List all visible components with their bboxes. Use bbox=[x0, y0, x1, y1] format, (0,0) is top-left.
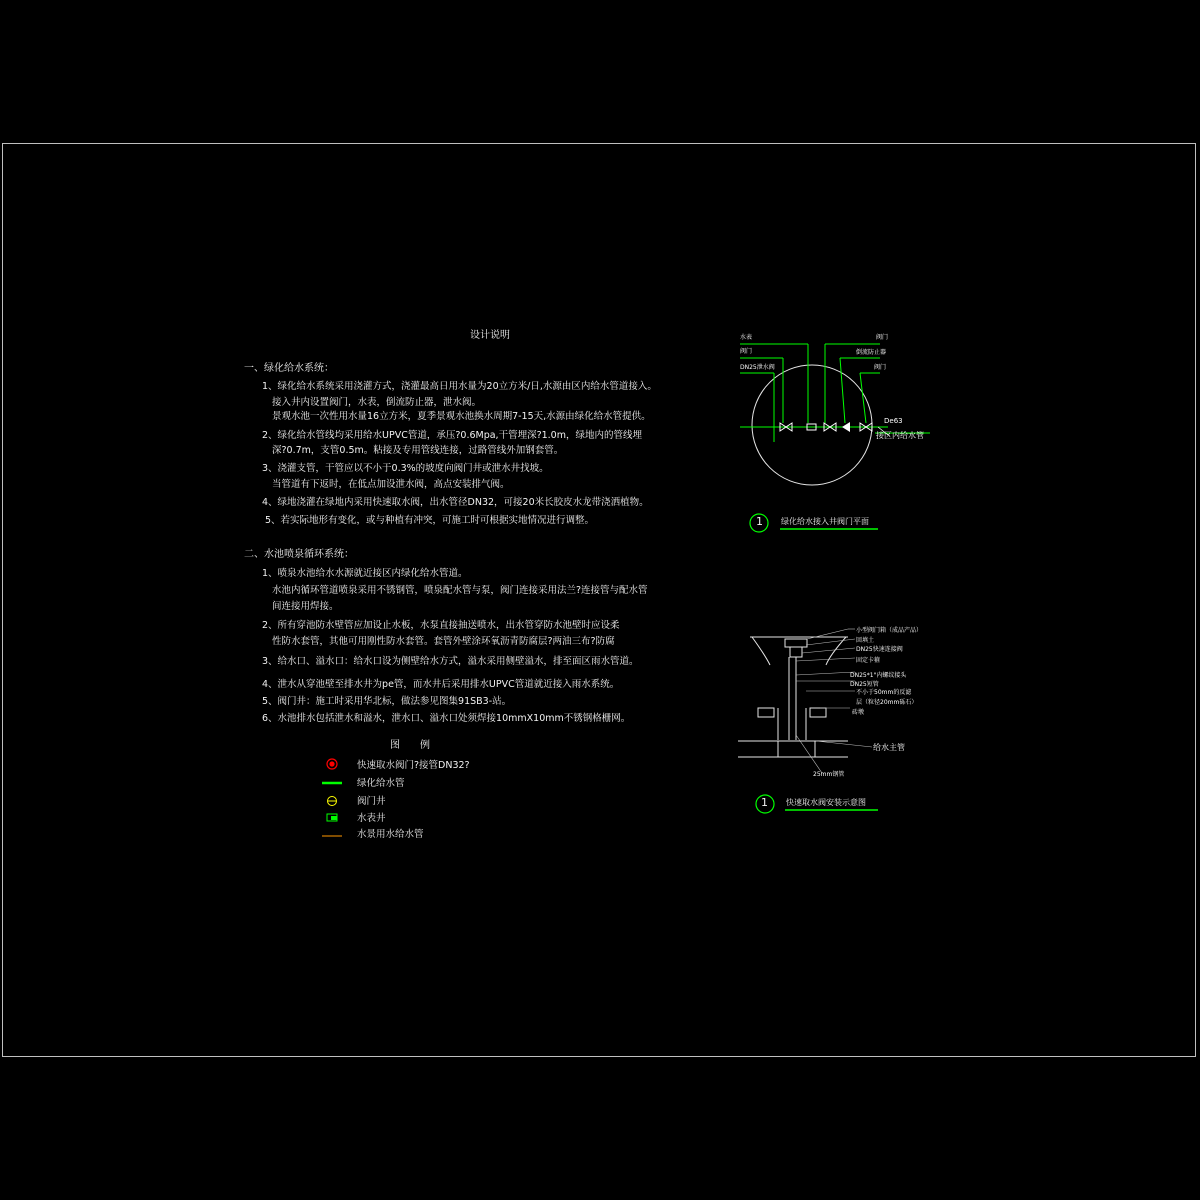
section1-line: 3、浇灌支管，干管应以不小于0.3%的坡度向阀门井或泄水井找坡。 bbox=[262, 463, 549, 474]
detail2-label: DN25*1"内螺纹接头 bbox=[850, 672, 907, 679]
legend-item-label: 阀门井 bbox=[357, 796, 386, 807]
detail1-label: 倒流防止器 bbox=[856, 349, 887, 356]
section1-line: 景观水池一次性用水量16立方米，夏季景观水池换水周期7-15天,水源由绿化给水管提供。 bbox=[272, 411, 651, 422]
detail2-label: 层（粒径20mm砾石） bbox=[856, 699, 918, 706]
valve-well-icon bbox=[328, 797, 337, 806]
legend-title: 图 例 bbox=[390, 740, 430, 751]
detail1-pipe-size: De63 bbox=[884, 417, 903, 425]
valve-well-outline bbox=[752, 365, 872, 485]
section2-line: 2、所有穿池防水壁管应加设止水板，水泵直接抽送喷水，出水管穿防水池壁时应设柔 bbox=[262, 620, 620, 631]
section2-line: 6、水池排水包括泄水和溢水，泄水口、溢水口处须焊接10mmX10mm不锈钢格栅网。 bbox=[262, 713, 631, 724]
valve-box-icon bbox=[785, 639, 807, 647]
section2-heading: 二、水池喷泉循环系统： bbox=[244, 549, 354, 560]
section2-line: 5、阀门井：施工时采用华北标，做法参见图集91SB3-站。 bbox=[262, 696, 512, 707]
detail1-label: 阀门 bbox=[874, 364, 887, 371]
detail2-number: 1 bbox=[761, 796, 768, 809]
legend-symbols bbox=[322, 756, 346, 844]
section2-line: 性防水套管，其他可用刚性防水套管。套管外壁涂环氧沥青防腐层?两油三布?防腐 bbox=[272, 636, 615, 647]
section2-line: 4、泄水从穿池壁至排水井为pe管，而水井后采用排水UPVC管道就近接入雨水系统。 bbox=[262, 679, 620, 690]
detail2-label: 砖墩 bbox=[852, 709, 865, 716]
section1-line: 当管道有下返时，在低点加设泄水阀，高点安装排气阀。 bbox=[272, 479, 510, 490]
section1-line: 5、若实际地形有变化，或与种植有冲突，可施工时可根据实地情况进行调整。 bbox=[265, 515, 595, 526]
detail1-label: 水表 bbox=[740, 334, 753, 341]
brick-pier-icon bbox=[758, 708, 774, 717]
detail1-number: 1 bbox=[756, 515, 763, 528]
backflow-preventer-icon bbox=[842, 422, 850, 432]
detail1-caption: 绿化给水接入井阀门平面 bbox=[781, 517, 869, 526]
legend-item-label: 水表井 bbox=[357, 813, 386, 824]
detail2-label: 固定卡箍 bbox=[856, 657, 881, 664]
section1-line: 1、绿化给水系统采用浇灌方式，浇灌最高日用水量为20立方米/日,水源由区内给水管道接入。 bbox=[262, 381, 657, 392]
detail2-label: DN25快速连接阀 bbox=[856, 646, 903, 653]
detail2-label: DN25短管 bbox=[850, 681, 879, 688]
detail1-label: 阀门 bbox=[740, 348, 753, 355]
section1-line: 4、绿地浇灌在绿地内采用快速取水阀，出水管径DN32，可接20米长胶皮水龙带浇洒植物。 bbox=[262, 497, 649, 508]
detail2-label: 回填土 bbox=[856, 637, 875, 644]
drawing-frame bbox=[2, 143, 1196, 1057]
legend-item-label: 快速取水阀门?接管DN32? bbox=[357, 760, 470, 771]
legend-item-label: 水景用水给水管 bbox=[357, 829, 424, 840]
detail2-label: 给水主管 bbox=[873, 743, 905, 752]
detail2-label: 小型阀门箱（成品产品） bbox=[856, 627, 923, 634]
detail2-caption: 快速取水阀安装示意图 bbox=[786, 798, 866, 807]
meter-well-icon bbox=[327, 814, 337, 821]
detail2-label: 25mm钢管 bbox=[813, 771, 845, 778]
detail2-label: 不小于50mm的反滤 bbox=[856, 689, 912, 696]
section2-line: 1、喷泉水池给水水源就近接区内绿化给水管道。 bbox=[262, 568, 468, 579]
detail1-label: 阀门 bbox=[876, 334, 889, 341]
section2-line: 水池内循环管道喷泉采用不锈钢管，喷泉配水管与泵，阀门连接采用法兰?连接管与配水管 bbox=[272, 585, 648, 596]
section1-heading: 一、绿化给水系统： bbox=[244, 363, 334, 374]
section1-line: 2、绿化给水管线均采用给水UPVC管道，承压?0.6Mpa,干管埋深?1.0m，绿地内的管线埋 bbox=[262, 430, 642, 441]
section2-line: 间连接用焊接。 bbox=[272, 601, 339, 612]
section2-line: 3、给水口、溢水口：给水口设为侧壁给水方式，溢水采用侧壁溢水，排至面区雨水管道。 bbox=[262, 656, 639, 667]
legend-item-label: 绿化给水管 bbox=[357, 778, 405, 789]
detail1-connect-label: 接区内给水管 bbox=[876, 431, 924, 440]
detail1-label: DN25泄水阀 bbox=[740, 364, 775, 371]
section1-line: 深?0.7m，支管0.5m。粘接及专用管线连接，过路管线外加钢套管。 bbox=[272, 445, 564, 456]
section1-line: 接入井内设置阀门，水表，倒流防止器，泄水阀。 bbox=[272, 397, 482, 408]
notes-title: 设计说明 bbox=[470, 330, 510, 341]
quick-valve-icon bbox=[327, 759, 337, 769]
